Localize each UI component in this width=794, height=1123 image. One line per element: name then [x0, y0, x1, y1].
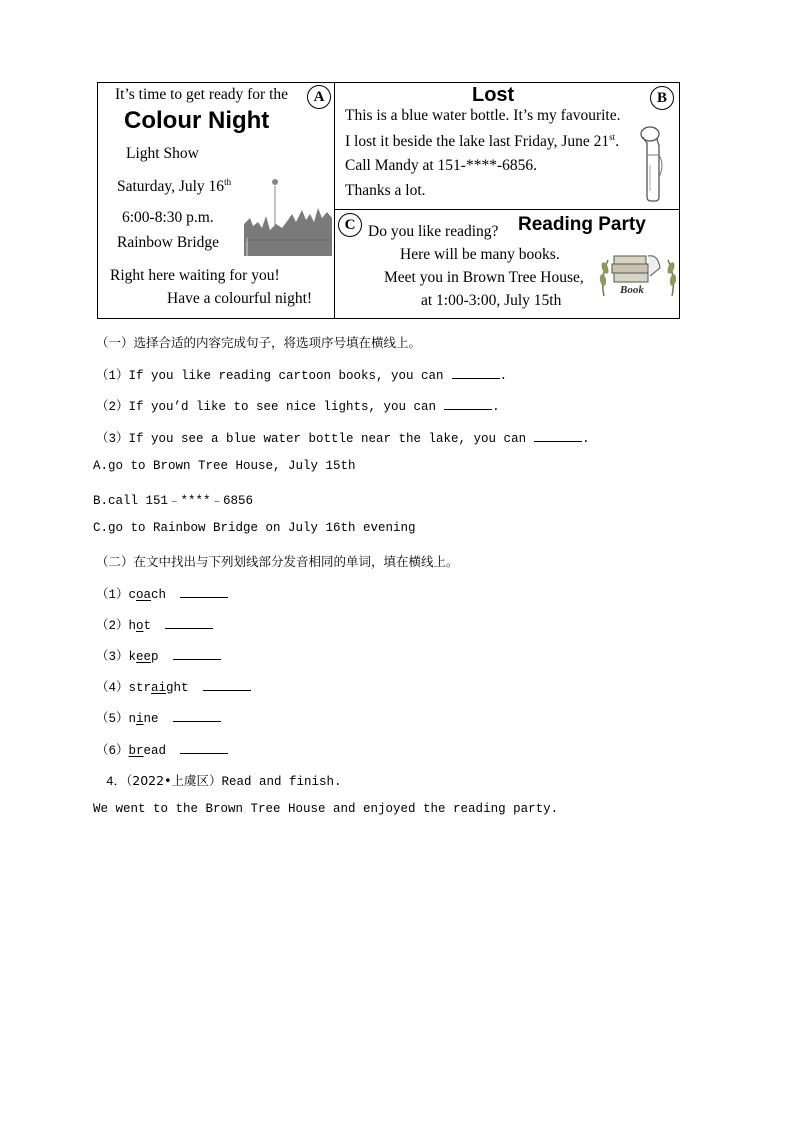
answer-blank[interactable] — [534, 431, 582, 442]
notice-a — [97, 82, 335, 319]
part1-question-3: （3）If you see a blue water bottle near the lake, you can . — [96, 432, 590, 446]
word-underlined: br — [128, 744, 144, 758]
notice-b-line2 — [345, 132, 619, 151]
option-b: B.call 151﹣****﹣6856 — [93, 494, 254, 508]
word-underlined: oa — [136, 588, 152, 602]
word-post: ch — [151, 588, 167, 602]
notice-c-line1: Here will be many books. — [400, 246, 560, 263]
answer-blank[interactable] — [203, 680, 251, 691]
word-pre: h — [128, 619, 137, 633]
word-number: （5） — [96, 712, 129, 726]
water-bottle-icon — [635, 125, 667, 205]
answer-blank[interactable] — [173, 711, 221, 722]
part2-word-6 — [96, 740, 228, 758]
question-text: （1）If you like reading cartoon books, you can — [96, 369, 444, 383]
passage-sentence: We went to the Brown Tree House and enjoyed the reading party. — [93, 802, 559, 816]
answer-blank[interactable] — [180, 587, 228, 598]
question-4-instruction: Read and finish. — [221, 775, 342, 789]
word-post: ne — [143, 712, 159, 726]
question-4-number: 4． — [106, 775, 127, 789]
notice-c-title: Reading Party — [518, 214, 646, 235]
notice-c-book-word: Book — [620, 284, 644, 296]
notice-a-title: Colour Night — [124, 107, 270, 134]
word-underlined: o — [136, 619, 144, 633]
word-post: t — [143, 619, 152, 633]
night-landscape-image — [244, 178, 332, 256]
part1-question-1: （1）If you like reading cartoon books, you can . — [96, 369, 508, 383]
badge-c: C — [338, 213, 362, 237]
word-pre: c — [128, 588, 137, 602]
notice-b-line2-sup: st — [609, 132, 616, 142]
word-pre: n — [128, 712, 137, 726]
part2-heading: （二）在文中找出与下列划线部分发音相同的单词，填在横线上。 — [96, 554, 459, 569]
notice-b-line1: This is a blue water bottle. It’s my favourite. — [345, 107, 621, 124]
notice-b-title: Lost — [472, 84, 515, 106]
word-post: ead — [143, 744, 167, 758]
word-post: p — [151, 650, 159, 664]
notice-b-line4: Thanks a lot. — [345, 182, 426, 199]
word-underlined: ee — [136, 650, 152, 664]
word-number: （6） — [96, 744, 129, 758]
word-number: （4） — [96, 681, 129, 695]
badge-b: B — [650, 86, 674, 110]
answer-blank[interactable] — [444, 399, 492, 410]
word-post: ght — [166, 681, 189, 695]
notice-c-line2: Meet you in Brown Tree House, — [384, 269, 584, 286]
badge-a: A — [307, 85, 331, 109]
notice-a-place: Rainbow Bridge — [117, 234, 220, 251]
word-pre: str — [128, 681, 152, 695]
notice-a-intro: It’s time to get ready for the — [115, 86, 289, 103]
word-number: （3） — [96, 650, 129, 664]
notice-a-date — [117, 177, 231, 196]
word-underlined: ai — [151, 681, 167, 695]
part2-word-3 — [96, 646, 221, 664]
word-number: （2） — [96, 619, 129, 633]
notice-b-line2-end: . — [615, 133, 620, 151]
part2-word-1 — [96, 584, 228, 602]
part1-question-2: （2）If you’d like to see nice lights, you can . — [96, 400, 500, 414]
word-pre: k — [128, 650, 137, 664]
word-number: （1） — [96, 588, 129, 602]
part1-heading: （一）选择合适的内容完成句子，将选项序号填在横线上。 — [96, 335, 422, 350]
answer-blank[interactable] — [452, 368, 500, 379]
answer-blank[interactable] — [180, 743, 228, 754]
notice-a-line1: Right here waiting for you! — [110, 267, 280, 284]
notice-b-line2-text: I lost it beside the lake last Friday, June 21 — [345, 133, 610, 151]
part2-word-2 — [96, 615, 213, 633]
notice-b — [334, 82, 680, 210]
question-text: （3）If you see a blue water bottle near the lake, you can — [96, 432, 527, 446]
notice-a-line2: Have a colourful night! — [167, 290, 313, 307]
question-4-source: （2022•上虞区） — [126, 773, 222, 788]
notice-a-date-text: Saturday, July 16 — [117, 178, 225, 196]
option-c: C.go to Rainbow Bridge on July 16th evening — [93, 521, 416, 535]
question-4-heading — [106, 771, 341, 789]
notice-c-line3: at 1:00-3:00, July 15th — [421, 292, 562, 309]
answer-blank[interactable] — [165, 618, 213, 629]
question-text: （2）If you’d like to see nice lights, you can — [96, 400, 437, 414]
notice-c — [334, 209, 680, 319]
part2-word-5 — [96, 708, 221, 726]
notice-b-line3: Call Mandy at 151-****-6856. — [345, 157, 538, 174]
notice-a-time: 6:00-8:30 p.m. — [122, 209, 214, 226]
notice-c-question: Do you like reading? — [368, 223, 499, 240]
part2-word-4 — [96, 677, 251, 695]
notice-a-event: Light Show — [126, 145, 199, 162]
answer-blank[interactable] — [173, 649, 221, 660]
word-underlined: i — [136, 712, 144, 726]
notice-a-date-sup: th — [224, 177, 232, 187]
option-a: A.go to Brown Tree House, July 15th — [93, 459, 356, 473]
